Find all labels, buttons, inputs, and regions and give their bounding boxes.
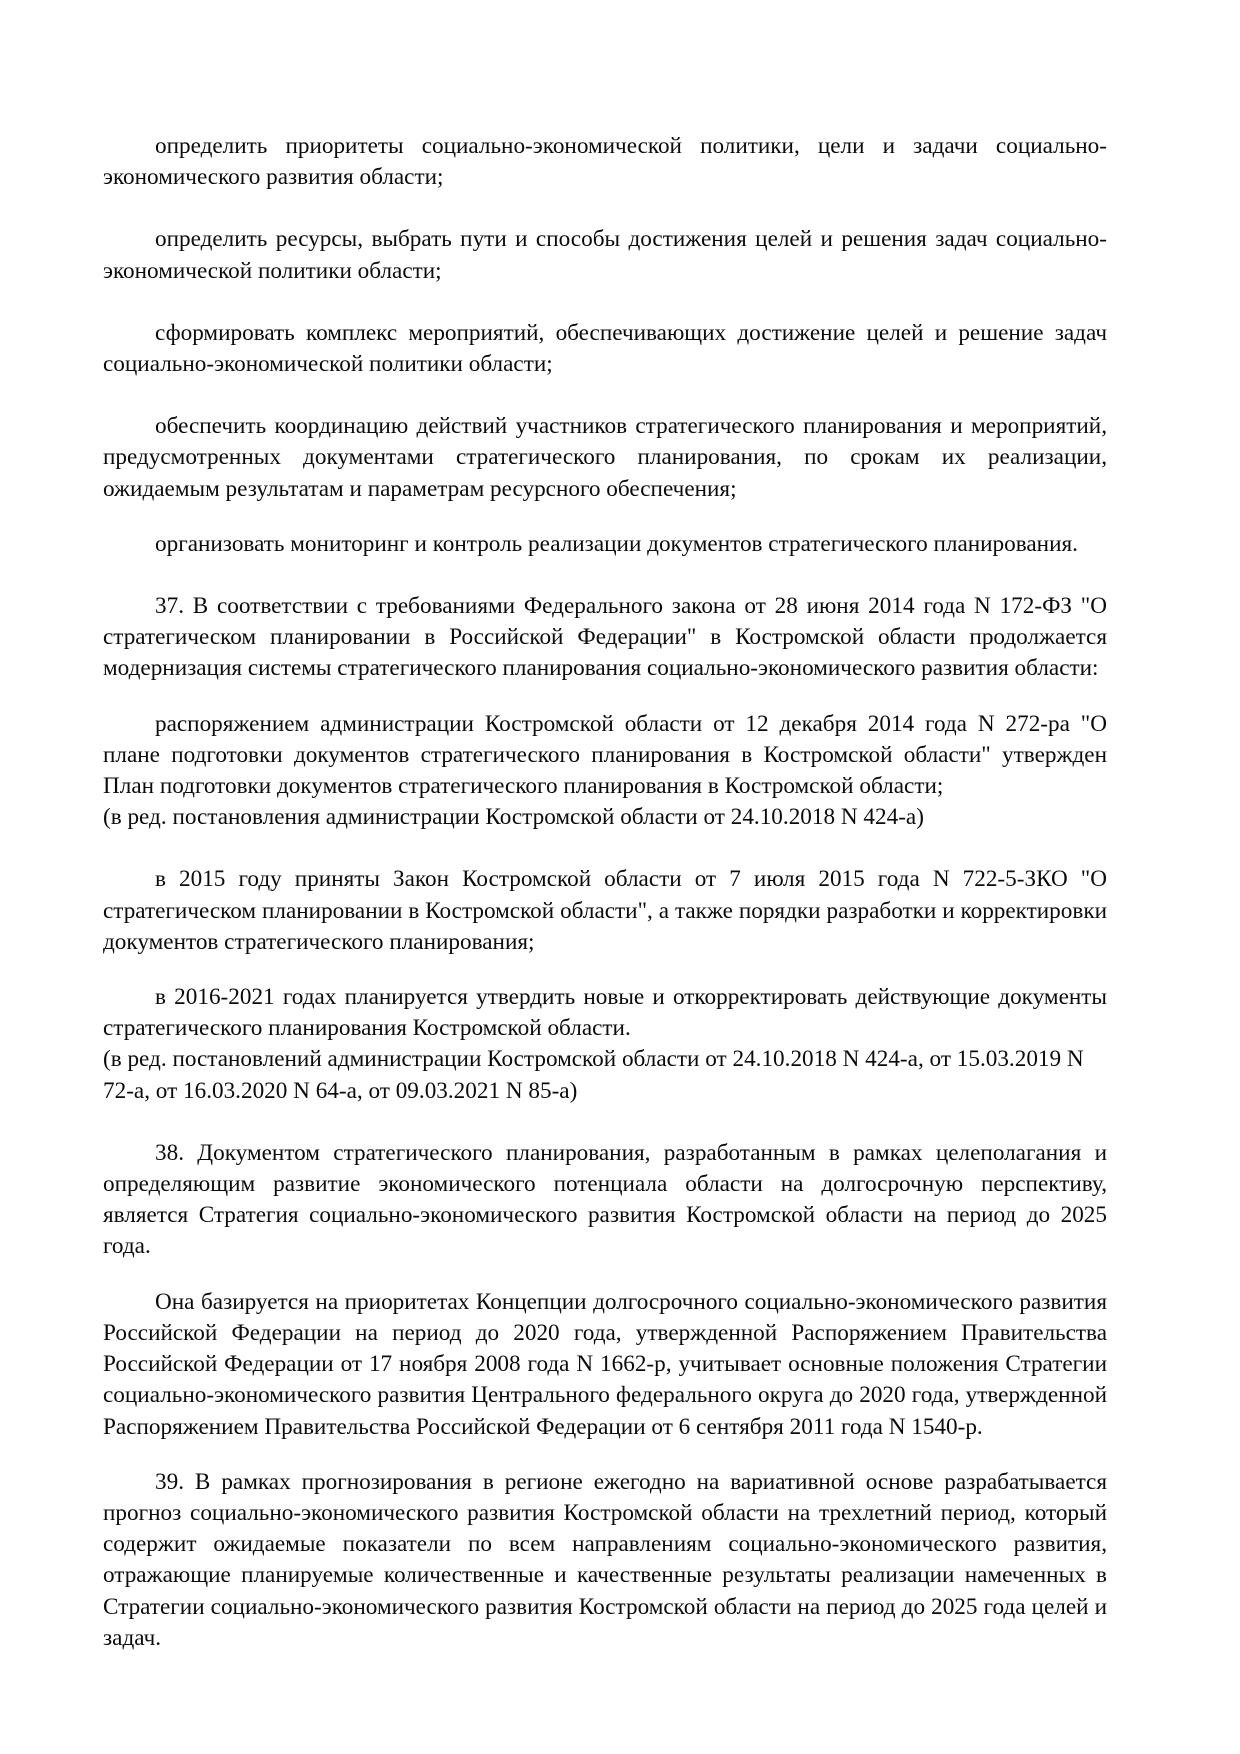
paragraph-organizovat-monitoring: организовать мониторинг и контроль реализации документов стратегического планирования. xyxy=(155,530,1078,557)
amendment-note-424-a: (в ред. постановления администрации Костромской области от 24.10.2018 N 424-а) xyxy=(103,804,924,831)
paragraph-spacer xyxy=(103,505,1107,529)
paragraph-clause-37: 37. В соответствии с требованиями Федерального закона от 28 июня 2014 года N 172-ФЗ "О стратегическом планировании в Российской Федерации" в Костромской области продолжается модернизация системы стратегического планирования социально-экономического развития области: xyxy=(103,593,1107,682)
paragraph-zakon-722-5-zko: в 2015 году приняты Закон Костромской области от 7 июля 2015 года N 722-5-ЗКО "О стратегическом планировании в Костромской области", а также порядки разработки и корректировки документов стратегического планирования; xyxy=(103,866,1107,955)
amendment-note-multiple: (в ред. постановлений администрации Костромской области от 24.10.2018 N 424-а, от 15.03.2019 N 72-а, от 16.03.2020 N 64-а, от 09.03.2021 N 85-а) xyxy=(103,1046,1084,1104)
paragraph-spacer xyxy=(103,380,1107,411)
paragraph-ona-baziruetsya: Она базируется на приоритетах Концепции долгосрочного социально-экономического развития Российской Федерации на период до 2020 года, утвержденной Распоряжением Правительства Российской Федерации от 17 ноября 2008 года N 1662-р, учитывает основные положения Стратегии социально-экономического развития Центрального федерального округа до 2020 года, утвержденной Распоряжением Правительства Российской Федерации от 6 сентября 2011 года N 1540-р. xyxy=(103,1288,1107,1440)
paragraph-spacer xyxy=(103,560,1107,591)
paragraph-spacer xyxy=(103,1263,1107,1287)
paragraph-2016-2021: в 2016-2021 годах планируется утвердить новые и откорректировать действующие документы стратегического планирования Костромской области. xyxy=(103,984,1107,1042)
paragraph-obespechit-koordinatsiyu: обеспечить координацию действий участников стратегического планирования и мероприятий, предусмотренных документами стратегического планирования, по срокам их реализации, ожидаемым результатам и параметрам ресурсного обеспечения; xyxy=(103,413,1107,502)
paragraph-rasporyazhenie-272-ra: распоряжением администрации Костромской области от 12 декабря 2014 года N 272-ра "О плане подготовки документов стратегического планирования в Костромской области" утвержден План подготовки документов стратегического планирования в Костромской области; xyxy=(103,710,1107,800)
paragraph-clause-39: 39. В рамках прогнозирования в регионе ежегодно на вариативной основе разрабатывается прогноз социально-экономического развития Костромской области на трехлетний период, который содержит ожидаемые показатели по всем направлениям социально-экономического развития, отражающие планируемые количественные и качественные результаты реализации намеченных в Стратегии социально-экономического развития Костромской области на период до 2025 года целей и задач. xyxy=(103,1468,1107,1651)
paragraph-spacer xyxy=(103,833,1107,864)
paragraph-spacer xyxy=(103,958,1107,982)
paragraph-spacer xyxy=(103,1107,1107,1138)
paragraph-spacer xyxy=(103,287,1107,318)
document-text-column xyxy=(103,131,1107,1654)
paragraph-opredelit-resursy: определить ресурсы, выбрать пути и способы достижения целей и решения задач социально-экономической политики области; xyxy=(103,226,1107,284)
paragraph-spacer xyxy=(103,193,1107,224)
paragraph-spacer xyxy=(103,1443,1107,1467)
paragraph-clause-38: 38. Документом стратегического планирования, разработанным в рамках целеполагания и определяющим развитие экономического потенциала области на долгосрочную перспективу, является Стратегия социально-экономического развития Костромской области на период до 2025 года. xyxy=(103,1139,1107,1260)
paragraph-spacer xyxy=(103,685,1107,709)
paragraph-opredelit-prioritety: определить приоритеты социально-экономической политики, цели и задачи социально-экономического развития области; xyxy=(103,133,1107,191)
paragraph-sformirovat-kompleks: сформировать комплекс мероприятий, обеспечивающих достижение целей и решение задач социально-экономической политики области; xyxy=(103,319,1107,378)
